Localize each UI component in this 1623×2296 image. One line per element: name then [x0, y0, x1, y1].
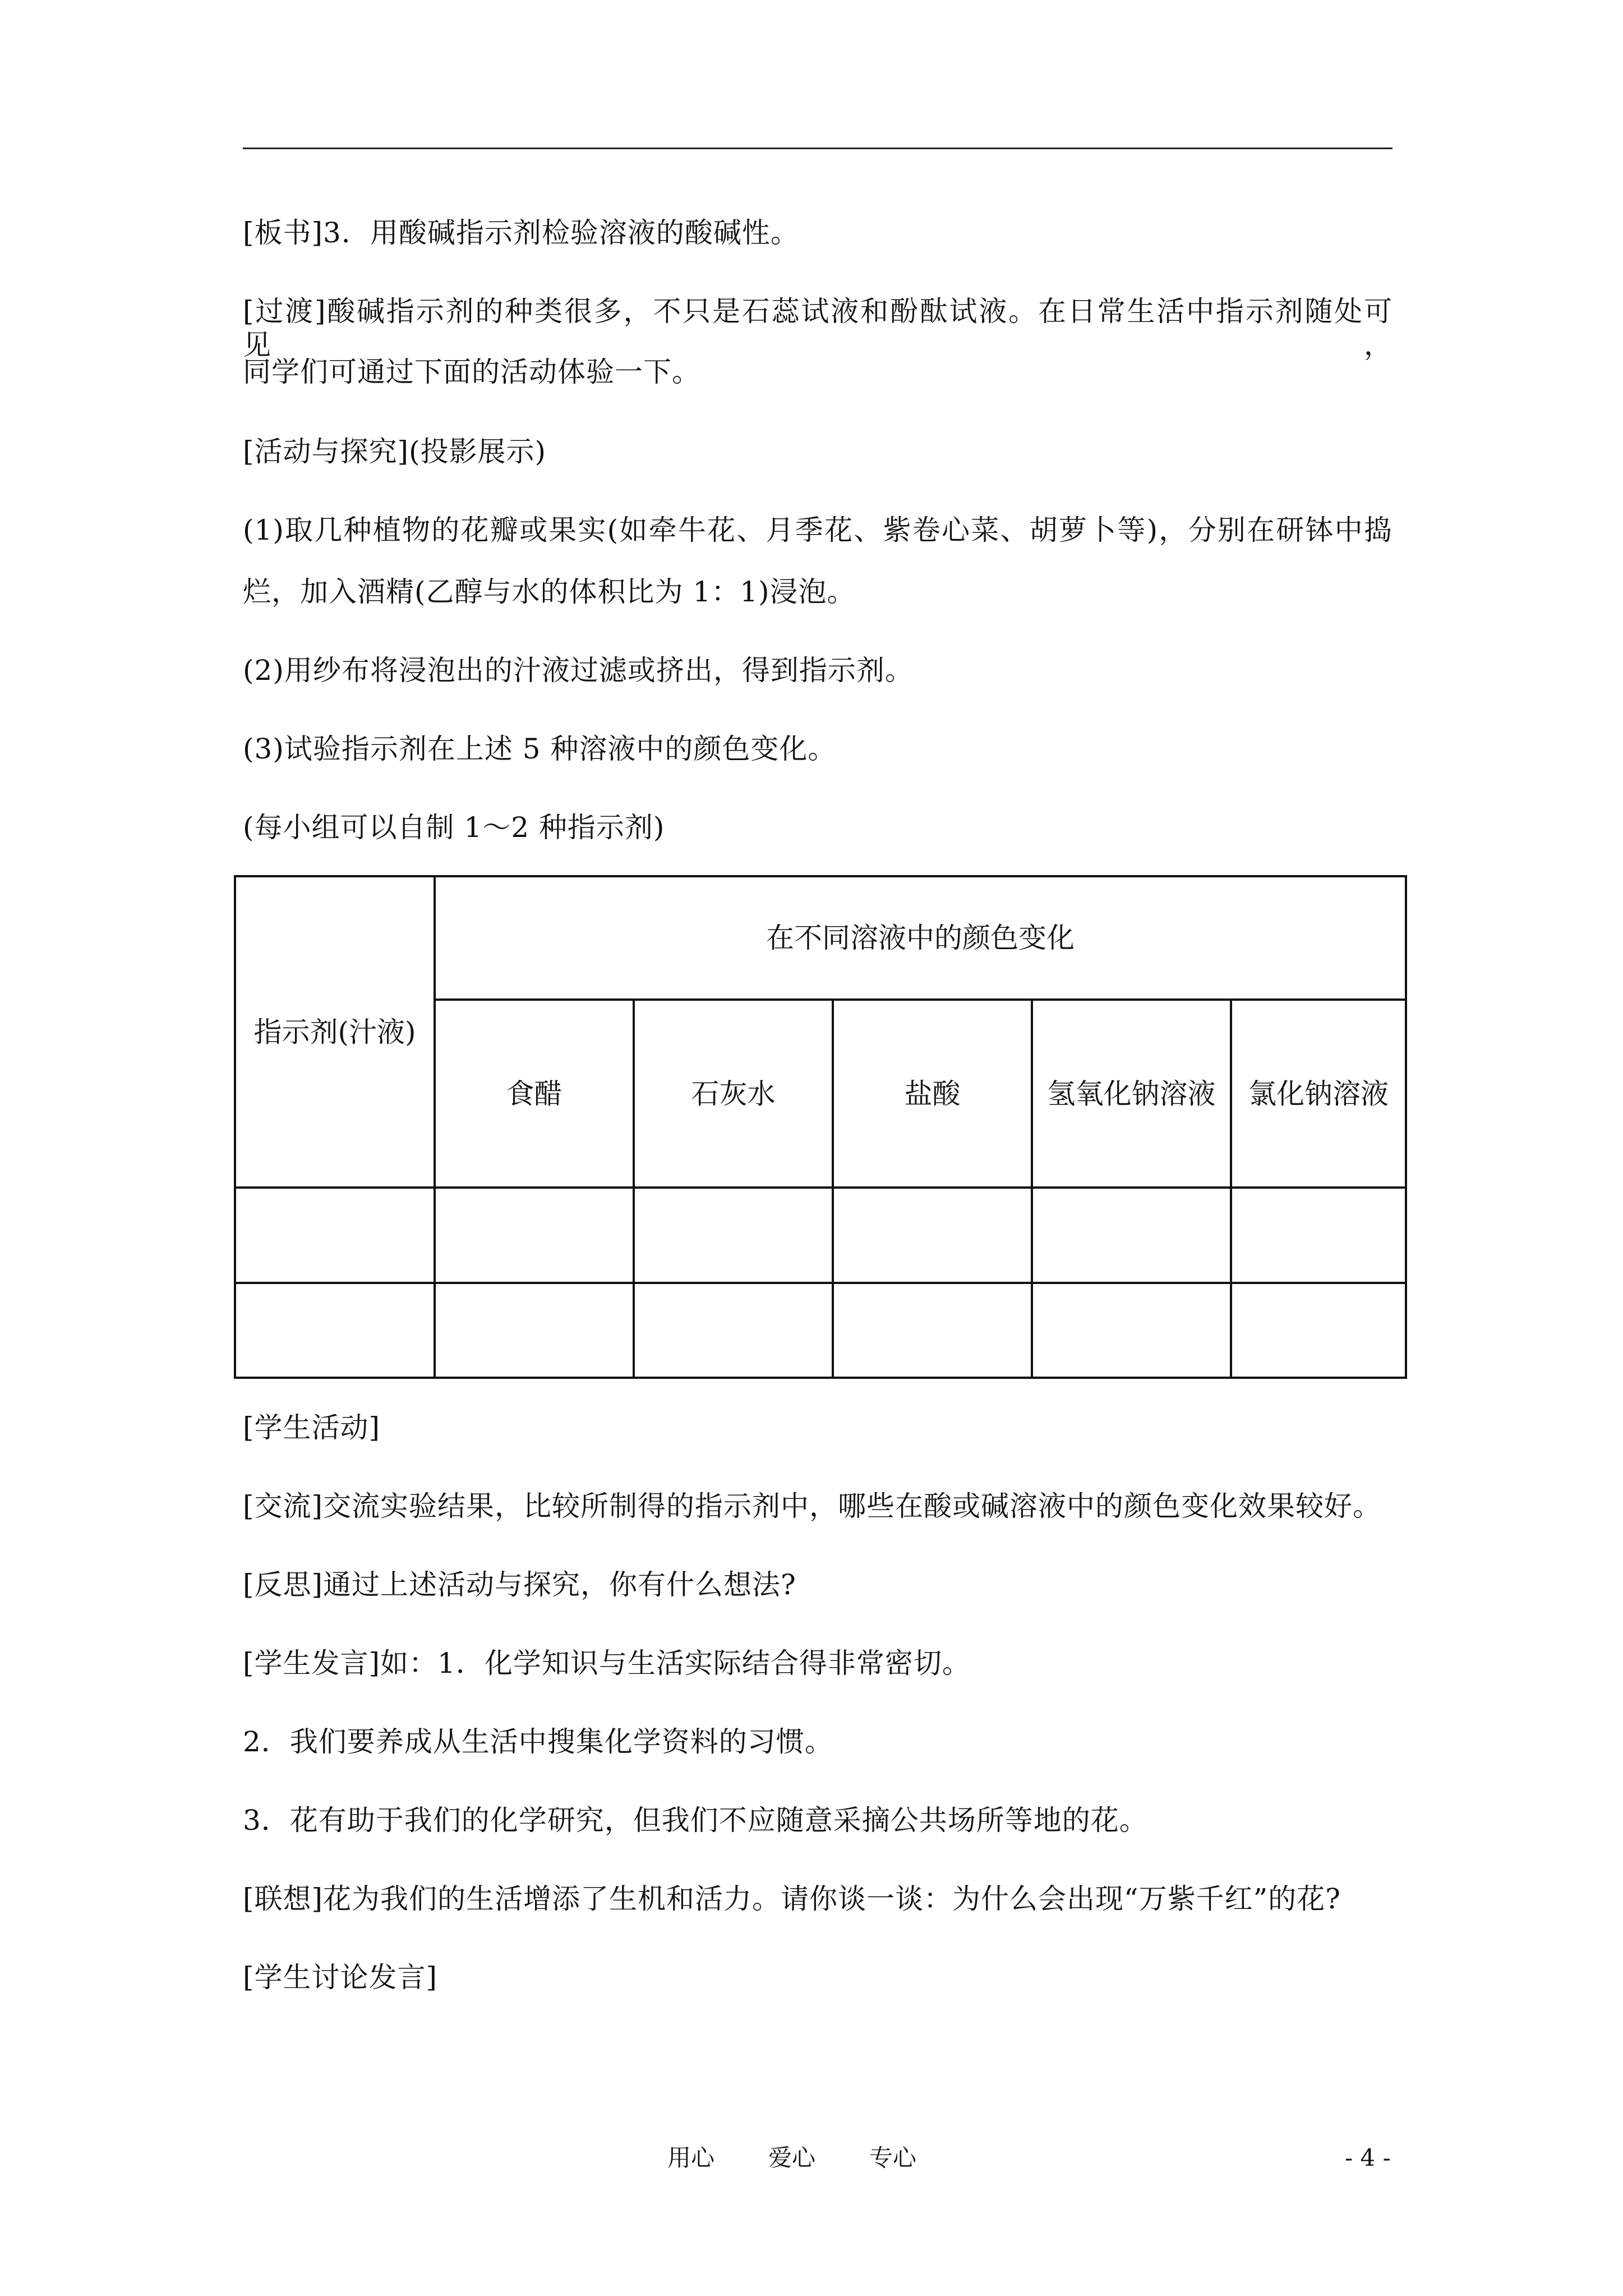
footer-motto-3: 专心	[869, 2144, 917, 2171]
table-cell	[1231, 1188, 1406, 1283]
column-header-sodium-hydroxide-text: 氢氧化钠溶液	[1047, 1077, 1216, 1110]
table-cell	[1231, 1283, 1406, 1378]
student-activity: [学生活动]	[243, 1411, 381, 1444]
column-header-sodium-chloride	[1231, 1000, 1406, 1188]
table-cell	[634, 1283, 833, 1378]
row-header-cell: 指示剂(汁液)	[235, 876, 435, 1188]
table-cell	[435, 1283, 634, 1378]
table-row	[235, 1188, 1406, 1283]
table-cell	[435, 1188, 634, 1283]
group-header-cell: 在不同溶液中的颜色变化	[435, 876, 1406, 1000]
table-cell	[1032, 1188, 1231, 1283]
column-header-limewater: 石灰水	[634, 1000, 833, 1188]
student-speak-2: 2．我们要养成从生活中搜集化学资料的习惯。	[243, 1726, 833, 1758]
table-row	[235, 1283, 1406, 1378]
column-header-sodium-chloride-text: 氯化钠溶液	[1248, 1077, 1389, 1110]
table-header-row	[235, 876, 1406, 1000]
table-cell	[833, 1188, 1032, 1283]
step-1-line-1: (1)取几种植物的花瓣或果实(如牵牛花、月季花、紫卷心菜、胡萝卜等)，分别在研钵中捣	[243, 514, 1393, 546]
associate: [联想]花为我们的生活增添了生机和活力。请你谈一谈：为什么会出现“万紫千红”的花?	[243, 1883, 1341, 1915]
reflect: [反思]通过上述活动与探究，你有什么想法?	[243, 1568, 796, 1601]
exchange: [交流]交流实验结果，比较所制得的指示剂中，哪些在酸或碱溶液中的颜色变化效果较好。	[243, 1490, 1382, 1522]
table-cell	[1032, 1283, 1231, 1378]
step-3: (3)试验指示剂在上述 5 种溶液中的颜色变化。	[243, 733, 837, 765]
discussion: [学生讨论发言]	[243, 1961, 438, 1994]
column-header-sodium-hydroxide	[1032, 1000, 1231, 1188]
footer-motto-2: 爱心	[768, 2144, 816, 2171]
table-cell	[235, 1188, 435, 1283]
group-note: (每小组可以自制 1～2 种指示剂)	[243, 811, 665, 844]
column-header-hydrochloric-acid: 盐酸	[833, 1000, 1032, 1188]
indicator-color-table	[234, 875, 1407, 1379]
column-header-vinegar: 食醋	[435, 1000, 634, 1188]
footer-motto-1: 用心	[667, 2144, 715, 2171]
header-rule	[243, 148, 1393, 149]
page-number: - 4 -	[1345, 2144, 1391, 2171]
transition-line-1: [过渡]酸碱指示剂的种类很多，不只是石蕊试液和酚酞试液。在日常生活中指示剂随处可见，	[243, 295, 1393, 361]
transition-line-2: 同学们可通过下面的活动体验一下。	[243, 356, 700, 388]
step-2: (2)用纱布将浸泡出的汁液过滤或挤出，得到指示剂。	[243, 654, 914, 687]
table-cell	[235, 1283, 435, 1378]
table-cell	[833, 1283, 1032, 1378]
student-speak-3: 3．花有助于我们的化学研究，但我们不应随意采摘公共场所等地的花。	[243, 1804, 1148, 1837]
table-cell	[634, 1188, 833, 1283]
activity-title: [活动与探究](投影展示)	[243, 435, 547, 468]
student-speak-1: [学生发言]如：1．化学知识与生活实际结合得非常密切。	[243, 1647, 971, 1680]
step-1-line-2: 烂，加入酒精(乙醇与水的体积比为 1：1)浸泡。	[243, 576, 856, 608]
board-note: [板书]3．用酸碱指示剂检验溶液的酸碱性。	[243, 217, 799, 249]
